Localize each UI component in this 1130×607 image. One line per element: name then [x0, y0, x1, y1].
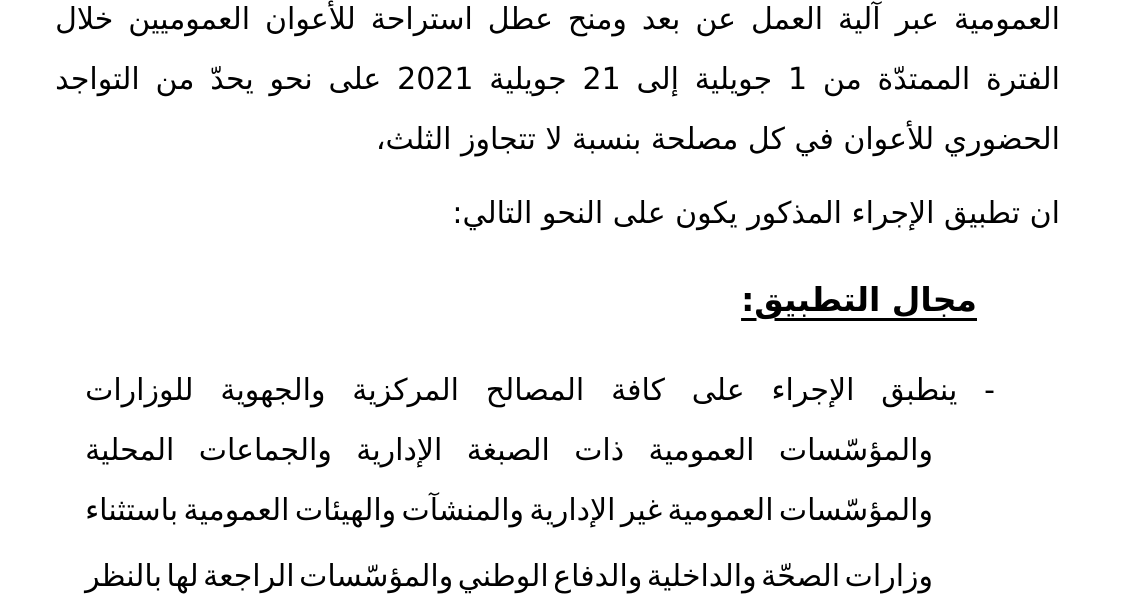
bullet-line-1: [85, 361, 995, 421]
word: والمؤسّسات: [299, 559, 454, 594]
word: والمنشآت: [401, 493, 525, 528]
word: غير: [620, 493, 663, 528]
word: الفترة: [986, 62, 1060, 97]
word: المحلية: [85, 433, 175, 468]
word: عبر: [895, 2, 940, 37]
word: لها: [166, 559, 199, 594]
word: 2021: [397, 62, 474, 97]
word: آلية: [837, 2, 881, 37]
word: كافة: [611, 373, 665, 408]
word: بعد: [641, 2, 681, 37]
word: الصحّة: [761, 559, 841, 594]
word: من: [155, 62, 195, 97]
word: العمومية: [648, 433, 755, 468]
word: العمومية: [183, 493, 290, 528]
word: والدفاع: [553, 559, 643, 594]
word: والهيئات: [294, 493, 397, 528]
word: باستثناء: [85, 493, 179, 528]
statement-line: ان تطبيق الإجراء المذكور يكون على النحو التالي:: [452, 196, 1060, 231]
word: والجماعات: [198, 433, 332, 468]
intro-paragraph-line-3: الحضوري للأعوان في كل مصلحة بنسبة لا تتجاوز الثلث،: [375, 122, 1060, 157]
word: الصبغة: [466, 433, 550, 468]
word: والداخلية: [646, 559, 757, 594]
word: والمؤسّسات: [778, 433, 933, 468]
word: المركزية: [352, 373, 459, 408]
bullet-line-2: [85, 421, 933, 481]
word: المصالح: [485, 373, 585, 408]
word: عن: [695, 2, 737, 37]
word: الإجراء: [771, 373, 855, 408]
word: الإدارية: [356, 433, 443, 468]
intro-paragraph-line-1: [55, 0, 1060, 50]
word: للوزارات: [85, 373, 194, 408]
word: إلى: [636, 62, 679, 97]
intro-paragraph-line-2: [55, 50, 1060, 110]
section-heading: مجال التطبيق:: [741, 280, 977, 319]
word: العمل: [751, 2, 824, 37]
word: الإدارية: [529, 493, 616, 528]
word: الراجعة: [203, 559, 295, 594]
word: يحدّ: [210, 62, 254, 97]
word: جويلية: [694, 62, 773, 97]
word: العمومية: [954, 2, 1060, 37]
word: على: [328, 62, 382, 97]
word: جويلية: [489, 62, 567, 97]
bullet-line-3: [85, 481, 933, 541]
word: والمؤسّسات: [778, 493, 933, 528]
word: من: [822, 62, 862, 97]
word: على: [691, 373, 745, 408]
section-heading-row: [55, 270, 977, 336]
word: خلال: [55, 2, 114, 37]
word: الوطني: [457, 559, 549, 594]
word: 1: [787, 62, 808, 97]
word: العمومية: [667, 493, 774, 528]
word: 21: [582, 62, 621, 97]
word: عطل: [487, 2, 553, 37]
word: بالنظر: [85, 559, 162, 594]
word: وزارات: [844, 559, 933, 594]
word: نحو: [269, 62, 313, 97]
word: للأعوان: [265, 2, 356, 37]
word: والجهوية: [220, 373, 326, 408]
word: ومنح: [567, 2, 627, 37]
word: العموميين: [128, 2, 251, 37]
word: ذات: [574, 433, 625, 468]
word: الممتدّة: [877, 62, 971, 97]
word: -: [984, 373, 995, 408]
word: التواجد: [55, 62, 140, 97]
bullet-line-4-cutoff: [85, 547, 933, 607]
word: استراحة: [370, 2, 473, 37]
word: ينطبق: [881, 373, 958, 408]
